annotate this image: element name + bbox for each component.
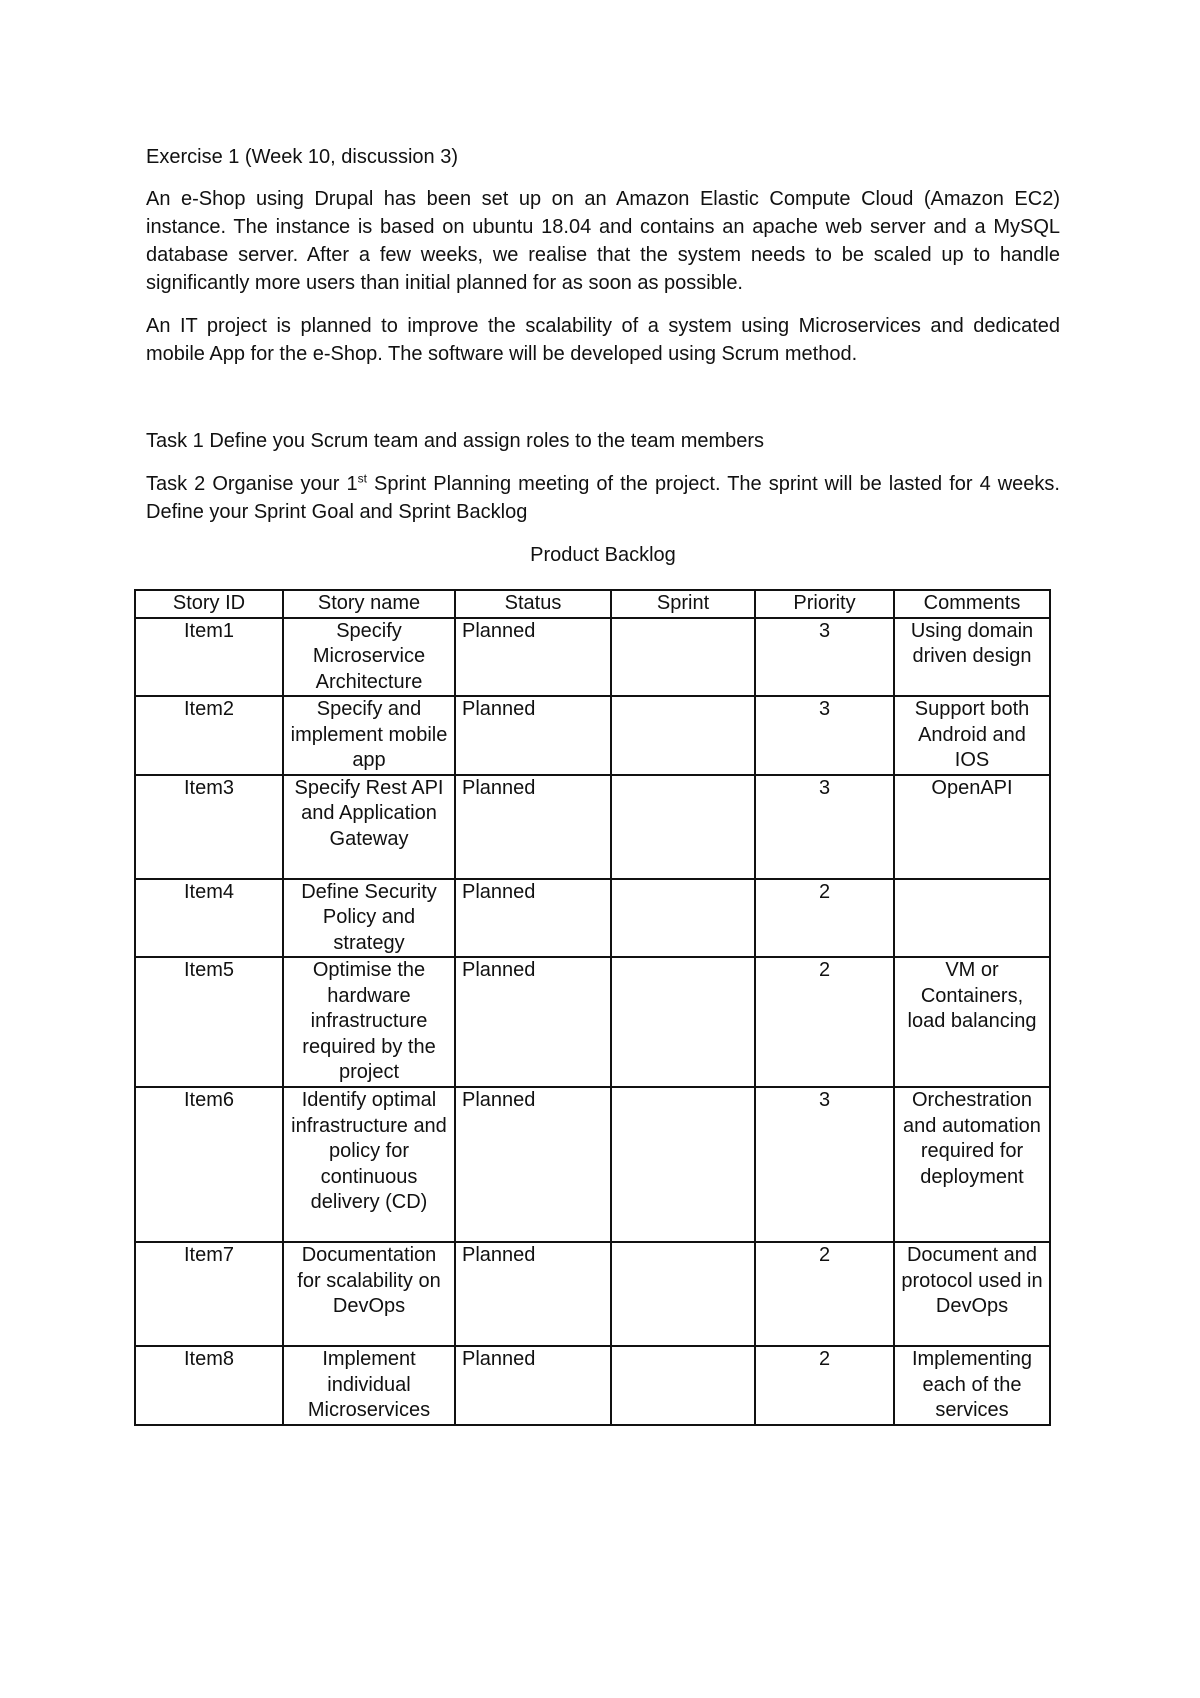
cell-story-id: Item6 bbox=[135, 1087, 283, 1242]
cell-sprint bbox=[611, 1242, 755, 1346]
cell-story-id: Item1 bbox=[135, 618, 283, 697]
cell-comments: VM or Containers, load balancing bbox=[894, 957, 1050, 1087]
header-priority: Priority bbox=[755, 590, 894, 618]
cell-comments: Support both Android and IOS bbox=[894, 696, 1050, 775]
cell-story-id: Item3 bbox=[135, 775, 283, 879]
cell-sprint bbox=[611, 696, 755, 775]
cell-comments: OpenAPI bbox=[894, 775, 1050, 879]
cell-story-name: Documentation for scalability on DevOps bbox=[283, 1242, 455, 1346]
table-row bbox=[135, 879, 1050, 958]
cell-story-name: Specify Microservice Architecture bbox=[283, 618, 455, 697]
cell-story-id: Item2 bbox=[135, 696, 283, 775]
scenario-paragraph: An e-Shop using Drupal has been set up on an Amazon Elastic Compute Cloud (Amazon EC2) instance. The instance is based on ubuntu 18.04 and contains an apache web server and a MySQL database server. After a few weeks, we realise that the system needs to be scaled up to handle significantly more users than initial planned for as soon as possible. bbox=[146, 188, 1060, 294]
cell-sprint bbox=[611, 1087, 755, 1242]
task-2-start: Task 2 Organise your 1 bbox=[146, 473, 358, 495]
header-story-id: Story ID bbox=[135, 590, 283, 618]
cell-priority: 2 bbox=[755, 1346, 894, 1425]
cell-story-id: Item5 bbox=[135, 957, 283, 1087]
cell-priority: 2 bbox=[755, 957, 894, 1087]
cell-priority: 3 bbox=[755, 618, 894, 697]
task-2 bbox=[146, 470, 1060, 526]
cell-status: Planned bbox=[455, 696, 611, 775]
cell-status: Planned bbox=[455, 1346, 611, 1425]
cell-story-name: Specify Rest API and Application Gateway bbox=[283, 775, 455, 879]
table-row bbox=[135, 618, 1050, 697]
cell-sprint bbox=[611, 879, 755, 958]
task-1: Task 1 Define you Scrum team and assign roles to the team members bbox=[146, 430, 765, 452]
cell-story-id: Item4 bbox=[135, 879, 283, 958]
table-row bbox=[135, 957, 1050, 1087]
exercise-title: Exercise 1 (Week 10, discussion 3) bbox=[146, 146, 458, 168]
cell-story-name: Implement individual Microservices bbox=[283, 1346, 455, 1425]
cell-status: Planned bbox=[455, 1242, 611, 1346]
cell-status: Planned bbox=[455, 957, 611, 1087]
task-2-rest: Sprint Planning meeting of the project. The sprint will be lasted for 4 weeks. Define your Sprint Goal and Sprint Backlog bbox=[146, 473, 1060, 523]
cell-story-id: Item8 bbox=[135, 1346, 283, 1425]
table-row bbox=[135, 696, 1050, 775]
cell-priority: 3 bbox=[755, 1087, 894, 1242]
header-sprint: Sprint bbox=[611, 590, 755, 618]
task-2-ordinal-suffix: st bbox=[357, 471, 367, 486]
cell-comments: Implementing each of the services bbox=[894, 1346, 1050, 1425]
cell-sprint bbox=[611, 775, 755, 879]
cell-comments: Using domain driven design bbox=[894, 618, 1050, 697]
table-header-row bbox=[135, 590, 1050, 618]
document-body bbox=[146, 143, 1060, 583]
header-status: Status bbox=[455, 590, 611, 618]
cell-story-id: Item7 bbox=[135, 1242, 283, 1346]
table-row bbox=[135, 1242, 1050, 1346]
cell-story-name: Identify optimal infrastructure and policy for continuous delivery (CD) bbox=[283, 1087, 455, 1242]
cell-priority: 3 bbox=[755, 775, 894, 879]
cell-priority: 2 bbox=[755, 879, 894, 958]
cell-status: Planned bbox=[455, 618, 611, 697]
spacer bbox=[146, 383, 1060, 427]
header-comments: Comments bbox=[894, 590, 1050, 618]
cell-story-name: Define Security Policy and strategy bbox=[283, 879, 455, 958]
cell-comments: Orchestration and automation required for deployment bbox=[894, 1087, 1050, 1242]
cell-status: Planned bbox=[455, 1087, 611, 1242]
cell-comments bbox=[894, 879, 1050, 958]
table-title: Product Backlog bbox=[530, 544, 676, 566]
cell-comments: Document and protocol used in DevOps bbox=[894, 1242, 1050, 1346]
cell-priority: 3 bbox=[755, 696, 894, 775]
table-row bbox=[135, 1087, 1050, 1242]
cell-priority: 2 bbox=[755, 1242, 894, 1346]
cell-story-name: Specify and implement mobile app bbox=[283, 696, 455, 775]
cell-sprint bbox=[611, 618, 755, 697]
project-paragraph: An IT project is planned to improve the scalability of a system using Microservices and dedicated mobile App for the e-Shop. The software will be developed using Scrum method. bbox=[146, 315, 1060, 365]
table-row bbox=[135, 1346, 1050, 1425]
cell-sprint bbox=[611, 1346, 755, 1425]
product-backlog-table bbox=[134, 589, 1051, 1426]
product-backlog-table-wrap bbox=[134, 589, 1049, 1426]
cell-sprint bbox=[611, 957, 755, 1087]
cell-story-name: Optimise the hardware infrastructure required by the project bbox=[283, 957, 455, 1087]
table-row bbox=[135, 775, 1050, 879]
cell-status: Planned bbox=[455, 879, 611, 958]
cell-status: Planned bbox=[455, 775, 611, 879]
header-story-name: Story name bbox=[283, 590, 455, 618]
